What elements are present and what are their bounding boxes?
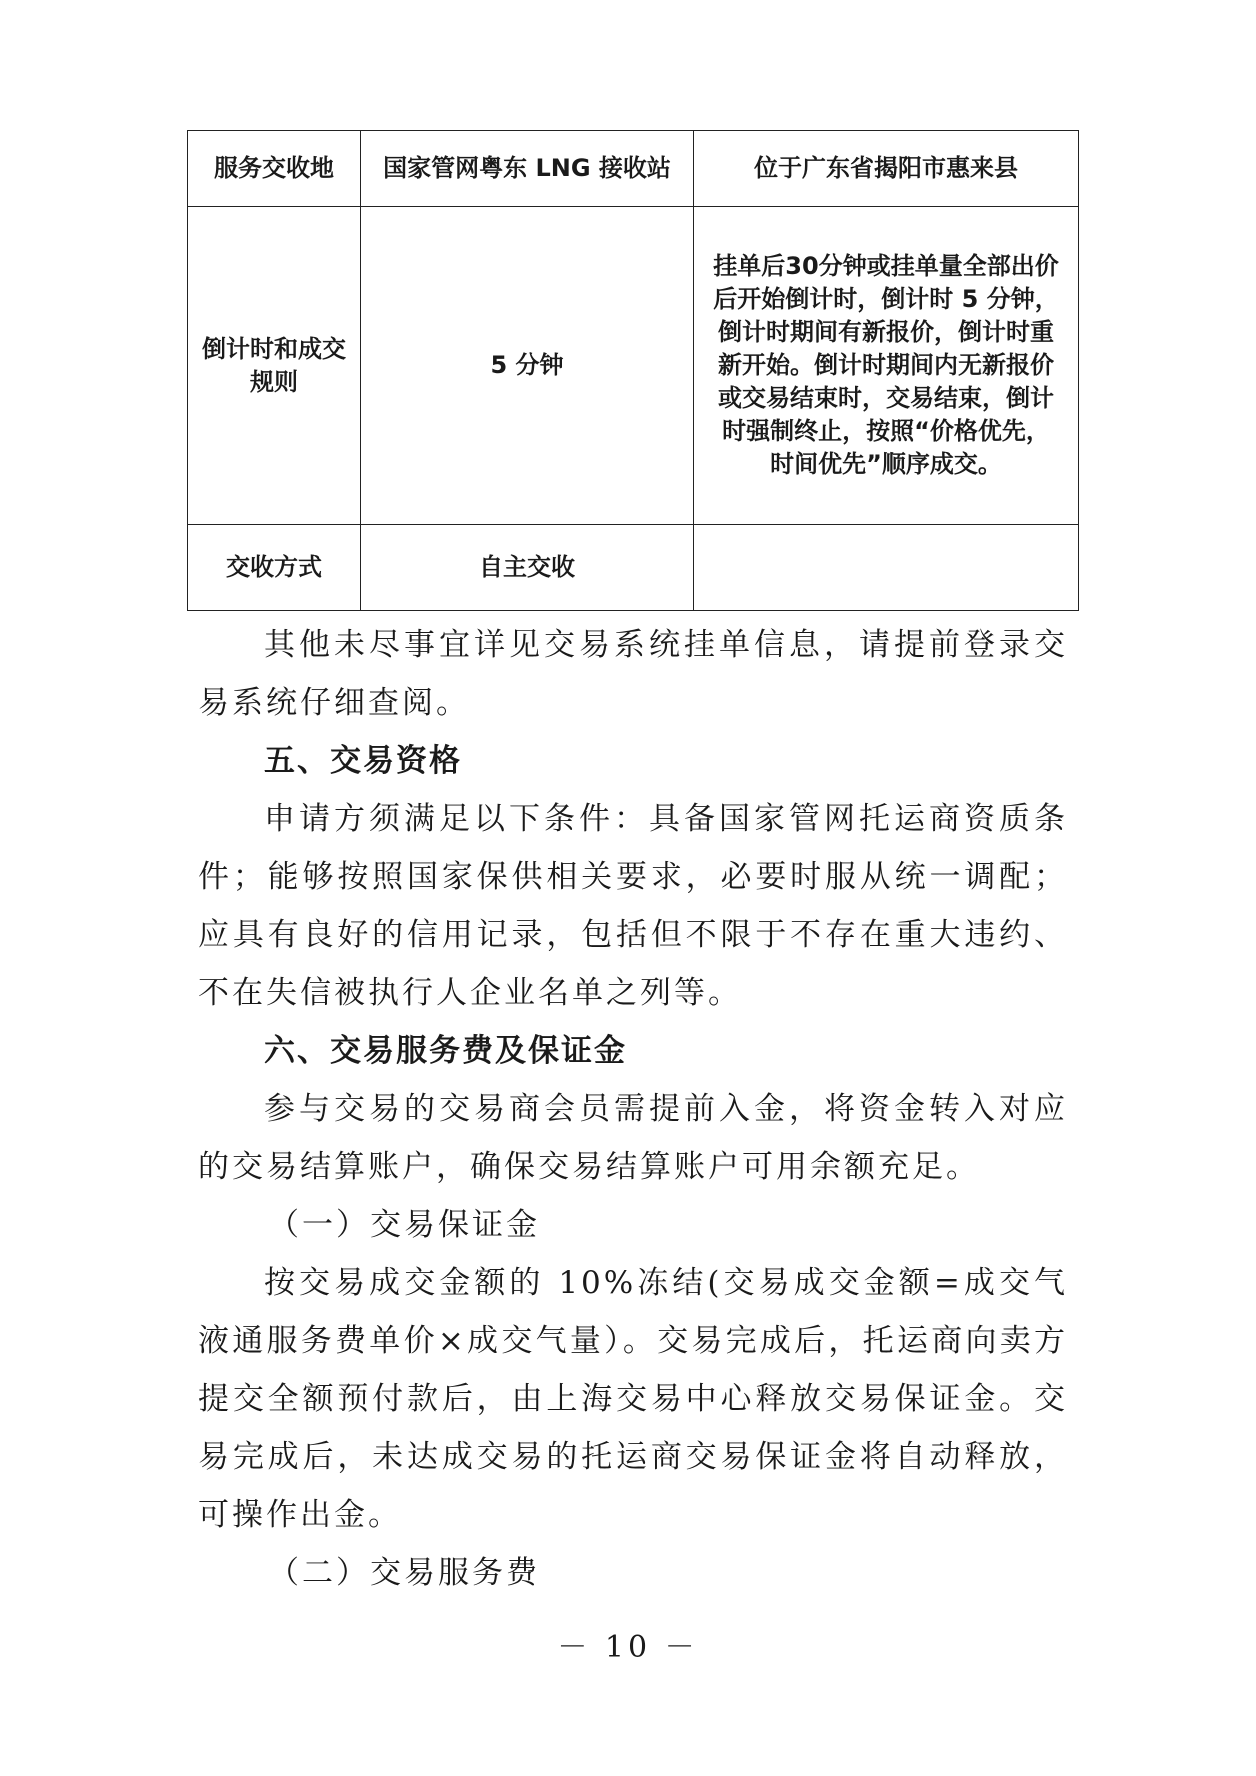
note-line: 时间优先”顺序成交。 xyxy=(770,450,1002,478)
table-cell-value: 国家管网粤东 LNG 接收站 xyxy=(361,131,694,207)
page-number: － 10 － xyxy=(557,1630,699,1665)
section-heading: 六、交易服务费及保证金 xyxy=(264,1033,627,1069)
paragraph: 其他未尽事宜详见交易系统挂单信息，请提前登录交易系统仔细查阅。 xyxy=(198,627,1068,721)
paragraph: 按交易成交金额的 10%冻结(交易成交金额=成交气液通服务费单价×成交气量）。交易完成后，托运商向卖方提交全额预付款后，由上海交易中心释放交易保证金。交易完成后，未达成交易的托运商交易保证金将自动释放，可操作出金。 xyxy=(198,1265,1068,1533)
table-cell-label xyxy=(188,207,361,525)
label-line: 规则 xyxy=(250,367,298,396)
body-text xyxy=(198,616,1068,1602)
note-line: 新开始。倒计时期间内无新报价 xyxy=(718,351,1054,379)
paragraph: 申请方须满足以下条件：具备国家管网托运商资质条件；能够按照国家保供相关要求，必要时服从统一调配；应具有良好的信用记录，包括但不限于不存在重大违约、不在失信被执行人企业名单之列等。 xyxy=(198,801,1068,1011)
table-cell-label: 交收方式 xyxy=(188,525,361,611)
table-cell-label: 服务交收地 xyxy=(188,131,361,207)
table-cell-note xyxy=(694,207,1079,525)
note-line: 倒计时期间有新报价，倒计时重 xyxy=(718,318,1054,346)
note-line: 时强制终止，按照“价格优先， xyxy=(722,417,1050,445)
table-cell-value: 5 分钟 xyxy=(361,207,694,525)
table-cell-note: 位于广东省揭阳市惠来县 xyxy=(694,131,1079,207)
table-row xyxy=(188,131,1079,207)
table-row xyxy=(188,525,1079,611)
table-cell-value: 自主交收 xyxy=(361,525,694,611)
paragraph: 参与交易的交易商会员需提前入金，将资金转入对应的交易结算账户，确保交易结算账户可用余额充足。 xyxy=(198,1091,1068,1185)
table-cell-note xyxy=(694,525,1079,611)
label-line: 倒计时和成交 xyxy=(202,334,346,363)
subsection-heading: （二）交易服务费 xyxy=(268,1555,540,1591)
table-row xyxy=(188,207,1079,525)
note-line: 后开始倒计时，倒计时 5 分钟， xyxy=(713,285,1059,313)
note-line: 或交易结束时，交易结束，倒计 xyxy=(718,384,1054,412)
trading-rules-table xyxy=(187,130,1079,611)
section-heading: 五、交易资格 xyxy=(264,743,462,779)
subsection-heading: （一）交易保证金 xyxy=(268,1207,540,1243)
note-line: 挂单后30分钟或挂单量全部出价 xyxy=(713,252,1059,280)
